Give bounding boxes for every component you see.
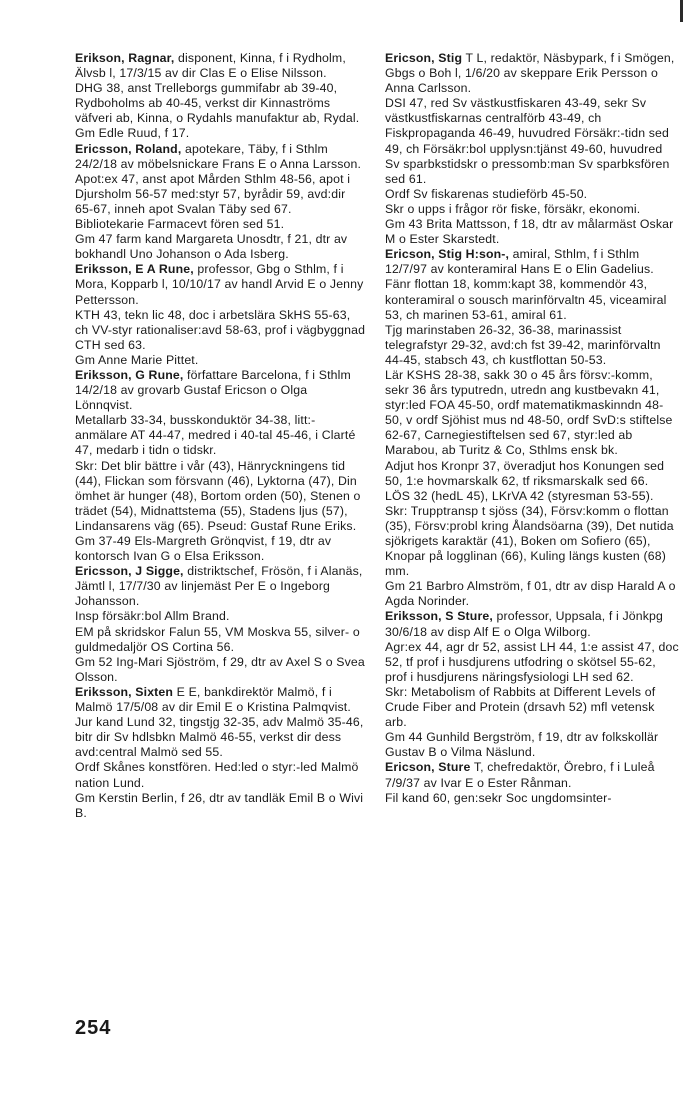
entry-text: Insp försäkr:bol Allm Brand. — [75, 609, 230, 624]
entry-paragraph — [385, 202, 679, 217]
right-column — [385, 51, 679, 806]
entry-paragraph — [75, 791, 367, 821]
entry-text: Tjg marinstaben 26-32, 36-38, marinassist telegrafstyr 29-32, avd:ch fst 39-42, marinförvaltn 44-45, stabsch 43, ch kustflottan 50-53. — [385, 322, 661, 367]
entry-text: Gm Anne Marie Pittet. — [75, 352, 199, 367]
entry-text: Agr:ex 44, agr dr 52, assist LH 44, 1:e assist 47, doc 52, tf prof i husdjurens utfodring o skötsel 55-62, prof i husdjurens näringsfysiologi LH sed 62. — [385, 639, 679, 684]
entry-paragraph — [385, 489, 679, 504]
biography-entry — [75, 142, 367, 263]
entry-heading-line — [75, 262, 367, 307]
entry-text: Apot:ex 47, anst apot Mården Sthlm 48-56, apot i Djursholm 56-57 med:styr 57, byrådir 59, avd:dir 65-67, inneh apot Svalan Täby sed 67. — [75, 171, 351, 216]
entry-text: Skr: Metabolism of Rabbits at Different Levels of Crude Fiber and Protein (drsavh 52) mfl vetensk arb. — [385, 684, 656, 730]
biography-entry — [385, 51, 679, 247]
entry-name: Ericson, Sture — [385, 760, 471, 775]
biography-entry — [385, 760, 679, 805]
entry-name: Ericson, Stig H:son-, — [385, 247, 510, 262]
entry-paragraph — [75, 715, 367, 760]
entry-paragraph — [385, 277, 679, 322]
entry-name: Eriksson, E A Rune, — [75, 262, 194, 277]
entry-paragraph — [75, 459, 367, 534]
entry-text: DHG 38, anst Trelleborgs gummifabr ab 39-40, Rydboholms ab 40-45, verkst dir Kinnaströms väfveri ab, Kinna, o Rydahls manufaktur ab, Rydal. — [75, 81, 360, 126]
entry-text: Gm 37-49 Els-Margreth Grönqvist, f 19, dtr av kontorsch Ivan G o Elsa Eriksson. — [75, 534, 332, 564]
entry-paragraph — [385, 368, 679, 459]
entry-text: E E, bankdirektör Malmö, f i Malmö 17/5/08 av dir Emil E o Kristina Palmqvist. — [75, 684, 351, 715]
entry-name: Eriksson, G Rune, — [75, 367, 184, 382]
entry-name: Ericsson, J Sigge, — [75, 564, 184, 579]
entry-text: Gm 52 Ing-Mari Sjöström, f 29, dtr av Axel S o Svea Olsson. — [75, 654, 365, 684]
entry-text: professor, Uppsala, f i Jönkpg 30/6/18 av disp Alf E o Olga Wilborg. — [385, 609, 664, 639]
entry-paragraph — [385, 791, 679, 806]
left-column — [75, 51, 367, 821]
entry-paragraph — [385, 640, 679, 685]
entry-heading-line — [75, 142, 367, 172]
biography-entry — [75, 368, 367, 564]
entry-paragraph — [75, 308, 367, 353]
entry-text: Fil kand 60, gen:sekr Soc ungdomsinter- — [385, 790, 612, 805]
page-edge-mark — [680, 0, 683, 22]
biography-entry — [75, 685, 367, 821]
entry-paragraph — [75, 81, 367, 126]
entry-text: Metallarb 33-34, busskonduktör 34-38, litt:-anmälare AT 44-47, medred i 40-tal 45-46, i Clarté 47, medarb i tidn o tidskr. — [75, 413, 356, 458]
entry-text: Skr: Trupptransp t sjöss (34), Försv:komm o flottan (35), Försv:probl kring Ålandsöarna (39), Det nutida sjökrigets karaktär (41), Boken om Sofiero (65), Knopar på logglinan (66), Kuling längs kusten (68) mm. — [385, 503, 674, 579]
entry-paragraph — [75, 126, 367, 141]
entry-paragraph — [385, 323, 679, 368]
entry-heading-line — [385, 51, 679, 96]
entry-text: T, chefredaktör, Örebro, f i Luleå 7/9/37 av Ivar E o Ester Rånman. — [385, 760, 655, 790]
entry-paragraph — [385, 730, 679, 760]
entry-text: Gm Kerstin Berlin, f 26, dtr av tandläk Emil B o Wivi B. — [75, 790, 364, 820]
entry-paragraph — [385, 96, 679, 187]
entry-text: T L, redaktör, Näsbypark, f i Smögen, Gbgs o Boh l, 1/6/20 av skeppare Erik Persson o Anna Carlsson. — [385, 51, 675, 96]
entry-paragraph — [385, 187, 679, 202]
entry-paragraph — [75, 232, 367, 262]
entry-text: Fänr flottan 18, komm:kapt 38, kommendör 43, konteramiral o sousch marinförvaltn 45, viceamiral 53, ch marinen 53-61, amiral 61. — [385, 277, 667, 322]
entry-text: Gm 43 Brita Mattsson, f 18, dtr av målarmäst Oskar M o Ester Skarstedt. — [385, 217, 674, 247]
entry-text: EM på skridskor Falun 55, VM Moskva 55, silver- o guldmedaljör OS Cortina 56. — [75, 624, 360, 654]
entry-paragraph — [75, 760, 367, 790]
entry-text: Bibliotekarie Farmacevt fören sed 51. — [75, 217, 285, 232]
entry-paragraph — [385, 685, 679, 730]
entry-heading-line — [385, 609, 679, 639]
entry-text: Ordf Sv fiskarenas studieförb 45-50. — [385, 186, 588, 201]
entry-text: Gm Edle Ruud, f 17. — [75, 126, 190, 141]
entry-name: Erikson, Ragnar, — [75, 51, 175, 65]
entry-heading-line — [385, 760, 679, 790]
entry-paragraph — [385, 217, 679, 247]
entry-paragraph — [75, 413, 367, 458]
entry-paragraph — [75, 625, 367, 655]
entry-text: Jur kand Lund 32, tingstjg 32-35, adv Malmö 35-46, bitr dir Sv hdlsbkn Malmö 46-55, verkst dir dess avd:central Malmö sed 55. — [75, 715, 364, 760]
entry-text: DSI 47, red Sv västkustfiskaren 43-49, sekr Sv västkustfiskarnas centralförb 43-49, ch Fiskpropaganda 46-49, huvudred Försäkr:-tidn sed 49, ch Försäkr:bol upplysn:tjänst 49-60, huvudred Sv sparbkstidskr o pressomb:man Sv sparbksfören sed 61. — [385, 96, 670, 186]
entry-text: Ordf Skånes konstfören. Hed:led o styr:-led Malmö nation Lund. — [75, 760, 359, 790]
entry-name: Eriksson, S Sture, — [385, 609, 493, 624]
entry-text: Skr: Det blir bättre i vår (43), Hänryckningens tid (44), Flickan som försvann (46), Lyktorna (47), Din ömhet är hunger (48), Bortom orden (50), Stenen o trädet (54), Midnattstema (55), Stadens ljus (57), Lindansarens väg (65). Pseud: Gustaf Rune Eriks. — [75, 458, 361, 533]
biography-entry — [385, 609, 679, 760]
entry-heading-line — [75, 685, 367, 715]
entry-text: Gm 21 Barbro Almström, f 01, dtr av disp Harald A o Agda Norinder. — [385, 579, 676, 609]
entry-text: KTH 43, tekn lic 48, doc i arbetslära SkHS 55-63, ch VV-styr rationaliser:avd 58-63, prof i vägbyggnad CTH sed 63. — [75, 307, 366, 352]
entry-paragraph — [75, 609, 367, 624]
entry-paragraph — [75, 172, 367, 217]
page-number: 254 — [75, 1017, 112, 1039]
entry-heading-line — [385, 247, 679, 277]
biography-entry — [75, 51, 367, 142]
entry-heading-line — [75, 564, 367, 609]
biography-entry — [385, 247, 679, 609]
entry-text: LÖS 32 (hedL 45), LKrVA 42 (styresman 53-55). — [385, 488, 654, 503]
entry-paragraph — [75, 655, 367, 685]
entry-text: författare Barcelona, f i Sthlm 14/2/18 av grovarb Gustaf Ericson o Olga Lönnqvist. — [75, 367, 351, 413]
entry-text: Gm 47 farm kand Margareta Unosdtr, f 21, dtr av bokhandl Uno Johanson o Ada Isberg. — [75, 232, 348, 262]
entry-paragraph — [75, 534, 367, 564]
entry-text: professor, Gbg o Sthlm, f i Mora, Kopparb l, 10/10/17 av handl Arvid E o Jenny Pettersson. — [75, 262, 364, 307]
entry-paragraph — [385, 459, 679, 489]
entry-paragraph — [385, 579, 679, 609]
entry-name: Eriksson, Sixten — [75, 684, 174, 699]
entry-text: Lär KSHS 28-38, sakk 30 o 45 års försv:-komm, sekr 36 års typutredn, utredn ang kustbevakn 41, styr:led FOA 45-50, ordf matematikmaskinndn 48-50, v ordf Sjöhist mus nd 48-50, ordf SvD:s stiftelse 62-67, Carnegiestiftelsen sed 67, styr:led ab Marabou, ab Turitz & Co, Sthlms ensk bk. — [385, 367, 673, 458]
entry-text: amiral, Sthlm, f i Sthlm 12/7/97 av konteramiral Hans E o Elin Gadelius. — [385, 247, 654, 277]
biography-entry — [75, 564, 367, 685]
entry-text: distriktschef, Frösön, f i Alanäs, Jämtl l, 17/7/30 av linjemäst Per E o Ingeborg Johansson. — [75, 564, 363, 609]
entry-paragraph — [75, 353, 367, 368]
entry-text: Adjut hos Kronpr 37, överadjut hos Konungen sed 50, 1:e hovmarskalk 62, tf riksmarskalk sed 66. — [385, 458, 665, 488]
entry-paragraph — [385, 504, 679, 579]
entry-paragraph — [75, 217, 367, 232]
entry-text: Skr o upps i frågor rör fiske, försäkr, ekonomi. — [385, 201, 641, 216]
entry-heading-line — [75, 51, 367, 81]
entry-text: apotekare, Täby, f i Sthlm 24/2/18 av möbelsnickare Frans E o Anna Larsson. — [75, 141, 362, 171]
entry-name: Ericson, Stig — [385, 51, 463, 65]
entry-text: Gm 44 Gunhild Bergström, f 19, dtr av folkskollär Gustav B o Vilma Näslund. — [385, 730, 659, 760]
biography-entry — [75, 262, 367, 368]
entry-text: disponent, Kinna, f i Rydholm, Älvsb l, 17/3/15 av dir Clas E o Elise Nilsson. — [75, 51, 346, 81]
entry-name: Ericsson, Roland, — [75, 141, 182, 156]
entry-heading-line — [75, 368, 367, 413]
